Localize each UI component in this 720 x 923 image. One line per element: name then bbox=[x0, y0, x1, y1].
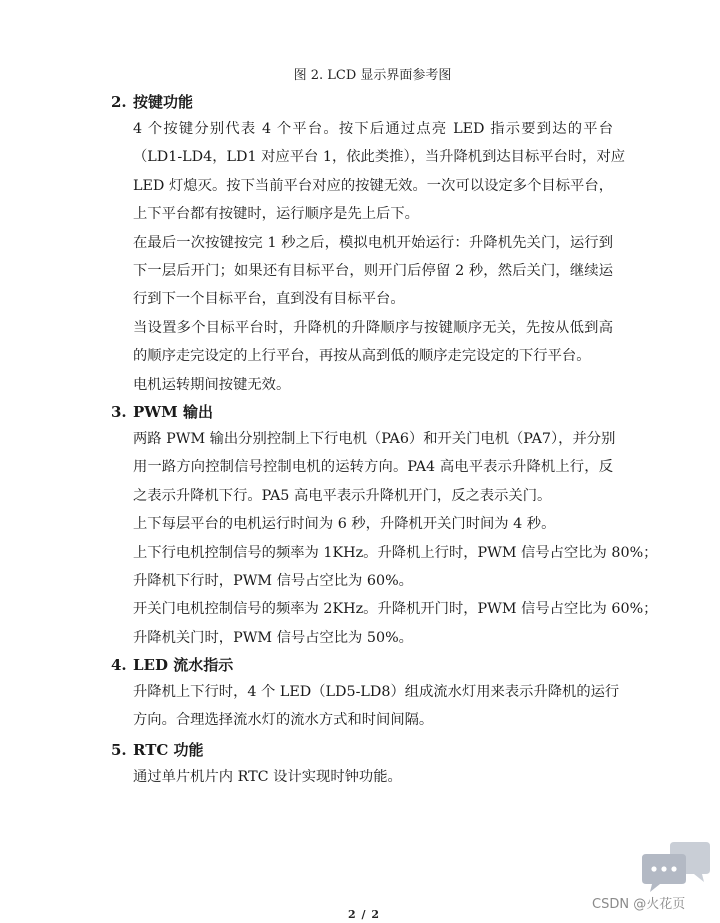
text-line: LED 灯熄灭。按下当前平台对应的按键无效。一次可以设定多个目标平台， bbox=[133, 177, 613, 194]
section-heading-3 bbox=[111, 401, 213, 422]
text-line: 升降机下行时，PWM 信号占空比为 60%。 bbox=[133, 572, 413, 589]
text-line: 4 个按键分别代表 4 个平台。按下后通过点亮 LED 指示要到达的平台 bbox=[133, 121, 613, 137]
section-number: 2. bbox=[111, 93, 127, 111]
section-body-2 bbox=[133, 115, 626, 399]
section-title: 按键功能 bbox=[133, 93, 194, 111]
text-line: （LD1-LD4，LD1 对应平台 1，依此类推），当升降机到达目标平台时，对应 bbox=[133, 149, 626, 166]
section-number: 3. bbox=[111, 403, 127, 421]
text-line: 下一层后开门；如果还有目标平台，则开门后停留 2 秒，然后关门，继续运 bbox=[133, 262, 613, 279]
figure-caption: 图 2. LCD 显示界面参考图 bbox=[293, 68, 452, 83]
text-line: 电机运转期间按键无效。 bbox=[133, 376, 291, 393]
section-body-3 bbox=[133, 425, 658, 652]
section-heading-5 bbox=[111, 739, 204, 760]
text-line: 上下行电机控制信号的频率为 1KHz。升降机上行时，PWM 信号占空比为 80%； bbox=[133, 544, 658, 561]
text-line: 用一路方向控制信号控制电机的运转方向。PA4 高电平表示升降机上行，反 bbox=[133, 459, 613, 476]
section-body-4 bbox=[133, 678, 620, 735]
text-line: 升降机关门时，PWM 信号占空比为 50%。 bbox=[133, 629, 413, 646]
text-line: 方向。合理选择流水灯的流水方式和时间间隔。 bbox=[133, 712, 434, 729]
text-line: 之表示升降机下行。PA5 高电平表示升降机开门，反之表示关门。 bbox=[133, 487, 552, 504]
section-title: LED 流水指示 bbox=[133, 656, 234, 674]
section-title: RTC 功能 bbox=[133, 741, 204, 759]
text-line: 的顺序走完设定的上行平台，再按从高到低的顺序走完设定的下行平台。 bbox=[133, 348, 591, 365]
section-number: 5. bbox=[111, 741, 127, 759]
section-body-5 bbox=[133, 763, 613, 791]
text-line: 两路 PWM 输出分别控制上下行电机（PA6）和开关门电机（PA7），并分别 bbox=[133, 431, 616, 447]
text-line: 行到下一个目标平台，直到没有目标平台。 bbox=[133, 291, 405, 308]
section-heading-4 bbox=[111, 654, 233, 675]
section-heading-2 bbox=[111, 91, 193, 112]
page-number: 2 / 2 bbox=[348, 908, 380, 921]
text-line: 开关门电机控制信号的频率为 2KHz。升降机开门时，PWM 信号占空比为 60%； bbox=[133, 601, 658, 618]
section-number: 4. bbox=[111, 656, 127, 674]
text-line: 当设置多个目标平台时，升降机的升降顺序与按键顺序无关，先按从低到高 bbox=[133, 319, 613, 336]
text-line: 在最后一次按键按完 1 秒之后，模拟电机开始运行：升降机先关门，运行到 bbox=[133, 234, 613, 251]
text-line: 上下每层平台的电机运行时间为 6 秒，升降机开关门时间为 4 秒。 bbox=[133, 516, 556, 533]
text-line: 通过单片机片内 RTC 设计实现时钟功能。 bbox=[133, 769, 402, 785]
watermark-text: CSDN @火花页 bbox=[592, 897, 686, 912]
chat-bubbles-icon bbox=[640, 840, 712, 896]
text-line: 升降机上下行时，4 个 LED（LD5-LD8）组成流水灯用来表示升降机的运行 bbox=[133, 684, 620, 700]
text-line: 上下平台都有按键时，运行顺序是先上后下。 bbox=[133, 206, 419, 223]
section-title: PWM 输出 bbox=[133, 403, 213, 421]
